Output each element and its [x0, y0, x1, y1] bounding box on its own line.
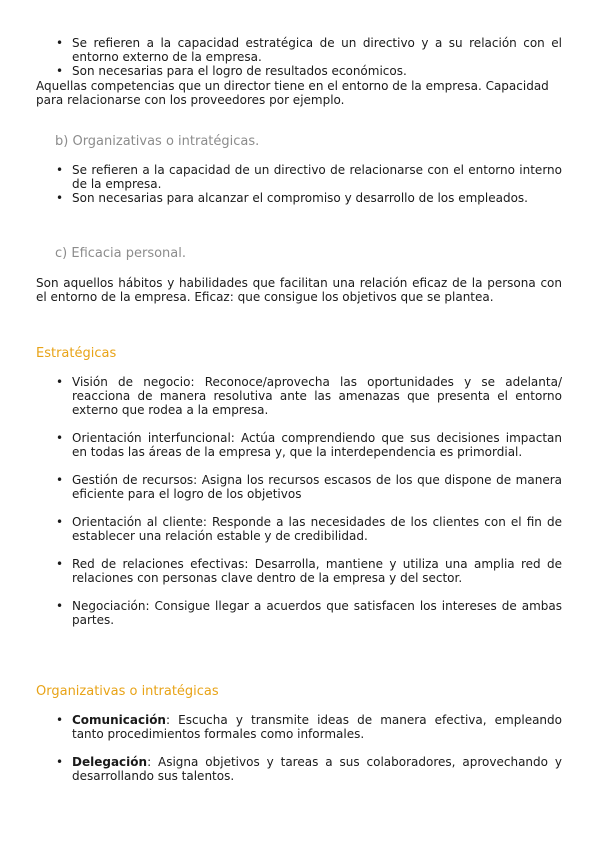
- list-item-text: Son necesarias para alcanzar el compromiso y desarrollo de los empleados.: [72, 191, 528, 205]
- bullet-icon: •: [56, 375, 64, 389]
- list-item: [36, 755, 562, 783]
- estrategicas-list: [36, 375, 562, 641]
- section-b-bullet-list: [36, 163, 562, 205]
- bullet-icon: •: [56, 431, 64, 445]
- bullet-icon: •: [56, 557, 64, 571]
- list-item: [36, 36, 562, 64]
- organizativas-list: [36, 713, 562, 797]
- list-item: [36, 599, 562, 627]
- list-item-text: : Escucha y transmite ideas de manera efectiva, empleando tanto procedimientos formales como informales.: [72, 713, 562, 741]
- list-item-text: Gestión de recursos: Asigna los recursos escasos de los que dispone de manera eficiente para el logro de los objetivos: [72, 473, 562, 501]
- bullet-icon: •: [56, 64, 64, 78]
- bullet-icon: •: [56, 163, 64, 177]
- list-item: [36, 473, 562, 501]
- bullet-icon: •: [56, 191, 64, 205]
- bullet-icon: •: [56, 713, 64, 727]
- list-item-text: Visión de negocio: Reconoce/aprovecha las oportunidades y se adelanta/ reacciona de manera resolutiva ante las amenazas que presenta el entorno externo que rodea a la empresa.: [72, 375, 562, 417]
- bullet-icon: •: [56, 515, 64, 529]
- list-item-text: Se refieren a la capacidad de un directivo de relacionarse con el entorno interno de la empresa.: [72, 163, 562, 191]
- bullet-icon: •: [56, 755, 64, 769]
- bullet-icon: •: [56, 36, 64, 50]
- list-item-text: Negociación: Consigue llegar a acuerdos que satisfacen los intereses de ambas partes.: [72, 599, 562, 627]
- top-bullet-list: [36, 36, 562, 78]
- list-item-text: Red de relaciones efectivas: Desarrolla, mantiene y utiliza una amplia red de relaciones con personas clave dentro de la empresa y del sector.: [72, 557, 562, 585]
- list-item: [36, 64, 562, 78]
- list-item-text: : Asigna objetivos y tareas a sus colaboradores, aprovechando y desarrollando sus talentos.: [72, 755, 562, 783]
- section-c-paragraph: Son aquellos hábitos y habilidades que facilitan una relación eficaz de la persona con el entorno de la empresa. Eficaz: que consigue los objetivos que se plantea.: [36, 276, 562, 304]
- list-item: [36, 191, 562, 205]
- bullet-icon: •: [56, 473, 64, 487]
- estrategicas-heading: Estratégicas: [36, 346, 117, 361]
- list-item-text: Se refieren a la capacidad estratégica de un directivo y a su relación con el entorno externo de la empresa.: [72, 36, 562, 64]
- list-item-text: Orientación interfuncional: Actúa comprendiendo que sus decisiones impactan en todas las áreas de la empresa y, que la interdependencia es primordial.: [72, 431, 562, 459]
- list-item: [36, 557, 562, 585]
- list-item-text: Son necesarias para el logro de resultados económicos.: [72, 64, 407, 78]
- intro-paragraph: Aquellas competencias que un director tiene en el entorno de la empresa. Capacidad para relacionarse con los proveedores por ejemplo.: [36, 79, 549, 107]
- list-item-term: Comunicación: [72, 713, 166, 727]
- list-item: [36, 431, 562, 459]
- list-item-term: Delegación: [72, 755, 148, 769]
- organizativas-heading: Organizativas o intratégicas: [36, 684, 219, 699]
- list-item: [36, 515, 562, 543]
- list-item: [36, 163, 562, 191]
- section-c-heading: c) Eficacia personal.: [55, 246, 186, 261]
- bullet-icon: •: [56, 599, 64, 613]
- list-item: [36, 375, 562, 417]
- list-item: [36, 713, 562, 741]
- section-b-heading: b) Organizativas o intratégicas.: [55, 134, 260, 149]
- list-item-text: Orientación al cliente: Responde a las necesidades de los clientes con el fin de establecer una relación estable y de credibilidad.: [72, 515, 562, 543]
